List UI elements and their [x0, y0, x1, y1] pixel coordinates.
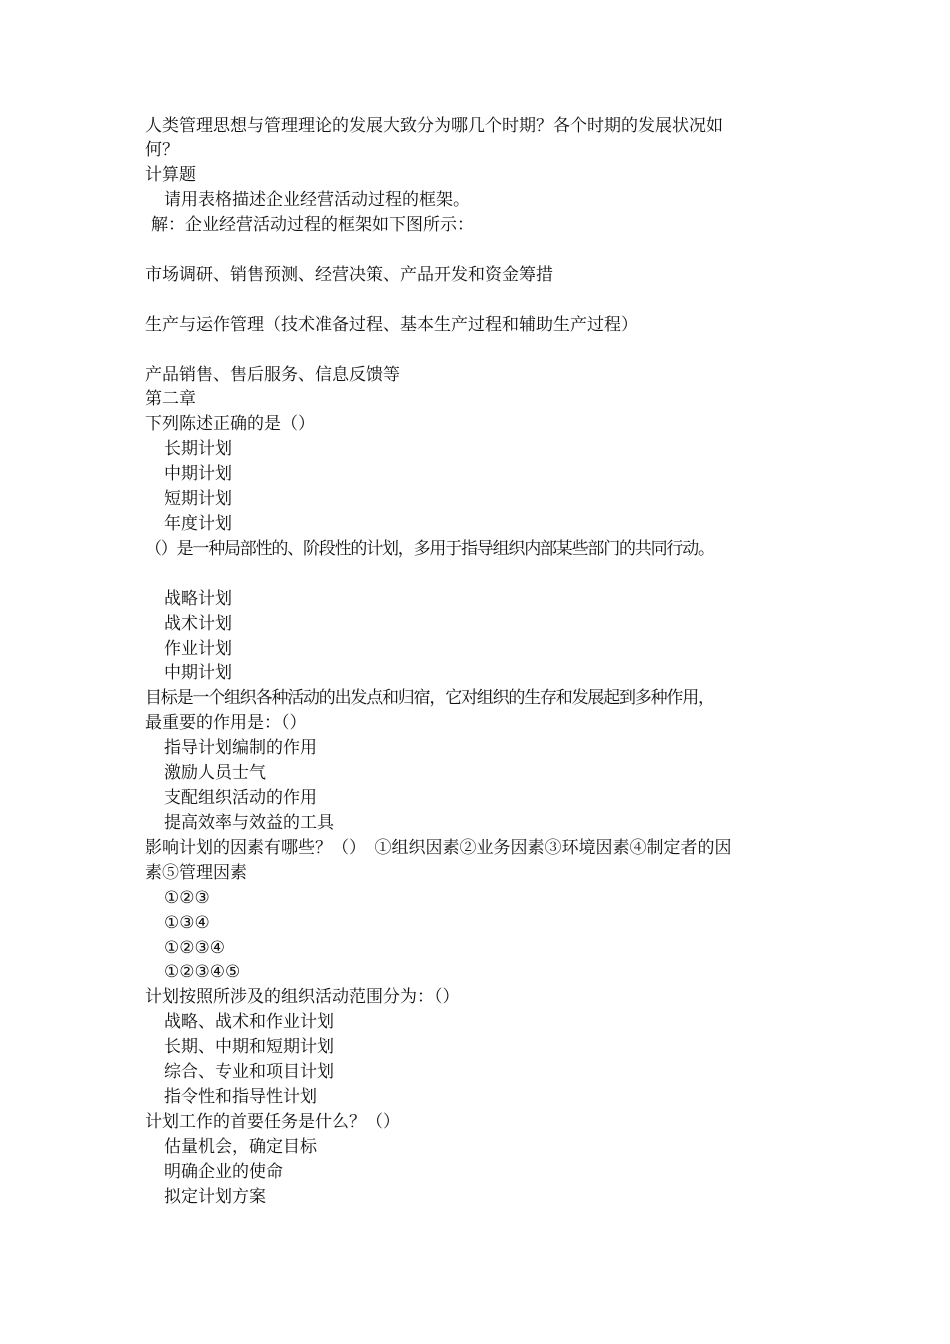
option-item: 明确企业的使命	[164, 1162, 283, 1182]
option-item: ①③④	[164, 913, 210, 933]
question-line: 何？	[145, 140, 179, 160]
question-line: （）是一种局部性的、阶段性的计划，多用于指导组织内部某些部门的共同行动。	[145, 539, 714, 559]
option-item: 战术计划	[164, 614, 232, 634]
question-line: 最重要的作用是：（）	[145, 713, 307, 733]
framework-item: 生产与运作管理（技术准备过程、基本生产过程和辅助生产过程）	[145, 315, 638, 335]
option-item: 作业计划	[164, 639, 232, 659]
chapter-heading: 第二章	[145, 389, 196, 409]
option-item: 提高效率与效益的工具	[164, 813, 334, 833]
option-item: 中期计划	[164, 663, 232, 683]
answer-line: 解：企业经营活动过程的框架如下图所示：	[151, 215, 474, 235]
option-item: ①②③④⑤	[164, 962, 241, 982]
option-item: 综合、专业和项目计划	[164, 1062, 334, 1082]
option-item: 估量机会，确定目标	[164, 1137, 317, 1157]
question-line: 下列陈述正确的是（）	[145, 414, 315, 434]
question-line: 影响计划的因素有哪些？（） ①组织因素②业务因素③环境因素④制定者的因	[145, 838, 732, 858]
option-item: ①②③	[164, 888, 210, 908]
option-item: 支配组织活动的作用	[164, 788, 317, 808]
section-heading: 计算题	[145, 165, 196, 185]
question-line: 素⑤管理因素	[145, 863, 247, 883]
question-line: 请用表格描述企业经营活动过程的框架。	[164, 190, 470, 210]
question-line: 计划按照所涉及的组织活动范围分为：（）	[145, 987, 460, 1007]
question-line: 人类管理思想与管理理论的发展大致分为哪几个时期？各个时期的发展状况如	[145, 116, 723, 136]
option-item: ①②③④	[164, 938, 225, 958]
option-item: 短期计划	[164, 489, 232, 509]
option-item: 战略计划	[164, 589, 232, 609]
framework-item: 产品销售、售后服务、信息反馈等	[145, 365, 400, 385]
option-item: 长期、中期和短期计划	[164, 1037, 334, 1057]
option-item: 年度计划	[164, 514, 232, 534]
question-line: 计划工作的首要任务是什么？（）	[145, 1112, 400, 1132]
option-item: 战略、战术和作业计划	[164, 1012, 334, 1032]
option-item: 中期计划	[164, 464, 232, 484]
option-item: 长期计划	[164, 439, 232, 459]
framework-item: 市场调研、销售预测、经营决策、产品开发和资金筹措	[145, 265, 553, 285]
option-item: 指导计划编制的作用	[164, 738, 317, 758]
option-item: 拟定计划方案	[164, 1187, 266, 1207]
option-item: 激励人员士气	[164, 763, 266, 783]
question-line: 目标是一个组织各种活动的出发点和归宿，它对组织的生存和发展起到多种作用，	[145, 688, 714, 708]
option-item: 指令性和指导性计划	[164, 1087, 317, 1107]
